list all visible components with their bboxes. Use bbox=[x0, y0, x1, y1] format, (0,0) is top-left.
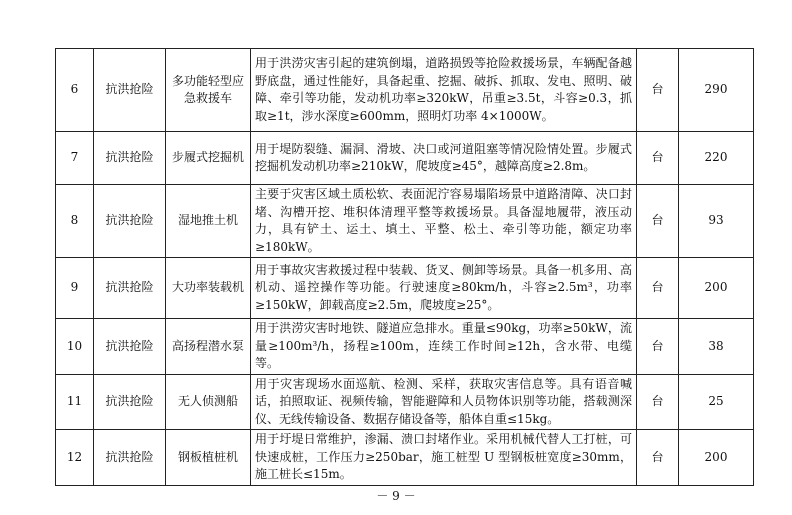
row-number: 7 bbox=[56, 132, 94, 185]
table-row bbox=[56, 132, 754, 185]
row-unit: 台 bbox=[637, 49, 679, 132]
equipment-description: 用于洪涝灾害时地铁、隧道应急排水。重量≤90kg，功率≥50kW，流量≥100m³/h，扬程≥100m，连续工作时间≥12h，含水带、电缆等。 bbox=[251, 319, 637, 375]
row-unit: 台 bbox=[637, 185, 679, 258]
equipment-name: 钢板植桩机 bbox=[166, 430, 251, 486]
equipment-description: 用于堤防裂缝、漏洞、滑坡、决口或河道阻塞等情况险情处置。步履式挖掘机发动机功率≥210kW，爬坡度≥45°，越障高度≥2.8m。 bbox=[251, 132, 637, 185]
equipment-name: 无人侦测船 bbox=[166, 374, 251, 430]
table-row bbox=[56, 185, 754, 258]
row-quantity: 38 bbox=[679, 319, 754, 375]
row-number: 6 bbox=[56, 49, 94, 132]
row-category: 抗洪抢险 bbox=[94, 49, 166, 132]
row-category: 抗洪抢险 bbox=[94, 319, 166, 375]
row-category: 抗洪抢险 bbox=[94, 185, 166, 258]
row-category: 抗洪抢险 bbox=[94, 430, 166, 486]
row-number: 9 bbox=[56, 258, 94, 319]
equipment-description: 用于灾害现场水面巡航、检测、采样，获取灾害信息等。具有语音喊话，拍照取证、视频传输，智能避障和人员物体识别等功能，搭载测深仪、无线传输设备、数据存储设备等，船体自重≤15kg。 bbox=[251, 374, 637, 430]
equipment-description: 用于圩堤日常维护，渗漏、溃口封堵作业。采用机械代替人工打桩，可快速成桩，工作压力≥250bar，施工桩型 U 型钢板桩宽度≥30mm，施工桩长≤15m。 bbox=[251, 430, 637, 486]
row-quantity: 93 bbox=[679, 185, 754, 258]
row-category: 抗洪抢险 bbox=[94, 258, 166, 319]
row-quantity: 25 bbox=[679, 374, 754, 430]
equipment-description: 主要于灾害区域土质松软、表面泥泞容易塌陷场景中道路清障、决口封堵、沟槽开挖、堆积体清理平整等救援场景。具备湿地履带，液压动力，具有铲土、运土、填土、平整、松土、牵引等功能，额定功率≥180kW。 bbox=[251, 185, 637, 258]
row-quantity: 200 bbox=[679, 258, 754, 319]
equipment-name: 大功率装载机 bbox=[166, 258, 251, 319]
table-row bbox=[56, 374, 754, 430]
row-number: 12 bbox=[56, 430, 94, 486]
row-quantity: 220 bbox=[679, 132, 754, 185]
row-quantity: 290 bbox=[679, 49, 754, 132]
row-unit: 台 bbox=[637, 258, 679, 319]
row-category: 抗洪抢险 bbox=[94, 132, 166, 185]
table-row bbox=[56, 430, 754, 486]
table-row bbox=[56, 258, 754, 319]
row-number: 8 bbox=[56, 185, 94, 258]
equipment-name: 步履式挖掘机 bbox=[166, 132, 251, 185]
equipment-description: 用于事故灾害救援过程中装载、货叉、侧卸等场景。具备一机多用、高机动、遥控操作等功能。行驶速度≥80km/h，斗容≥2.5m³，功率≥150kW，卸载高度≥2.5m，爬坡度≥25°。 bbox=[251, 258, 637, 319]
row-number: 10 bbox=[56, 319, 94, 375]
equipment-name: 湿地推土机 bbox=[166, 185, 251, 258]
equipment-name: 多功能轻型应急救援车 bbox=[166, 49, 251, 132]
equipment-name: 高扬程潜水泵 bbox=[166, 319, 251, 375]
equipment-table bbox=[55, 48, 754, 486]
table-row bbox=[56, 49, 754, 132]
equipment-description: 用于洪涝灾害引起的建筑倒塌，道路损毁等抢险救援场景，车辆配备越野底盘，通过性能好，具备起重、挖掘、破拆、抓取、发电、照明、破障、牵引等功能，发动机功率≥320kW，吊重≥3.5t，斗容≥0.3，抓取≥1t，涉水深度≥600mm，照明灯功率 4×1000W。 bbox=[251, 49, 637, 132]
table-row bbox=[56, 319, 754, 375]
row-unit: 台 bbox=[637, 319, 679, 375]
row-unit: 台 bbox=[637, 430, 679, 486]
row-quantity: 200 bbox=[679, 430, 754, 486]
row-unit: 台 bbox=[637, 374, 679, 430]
row-number: 11 bbox=[56, 374, 94, 430]
row-unit: 台 bbox=[637, 132, 679, 185]
row-category: 抗洪抢险 bbox=[94, 374, 166, 430]
page-number: － 9 － bbox=[376, 489, 416, 503]
